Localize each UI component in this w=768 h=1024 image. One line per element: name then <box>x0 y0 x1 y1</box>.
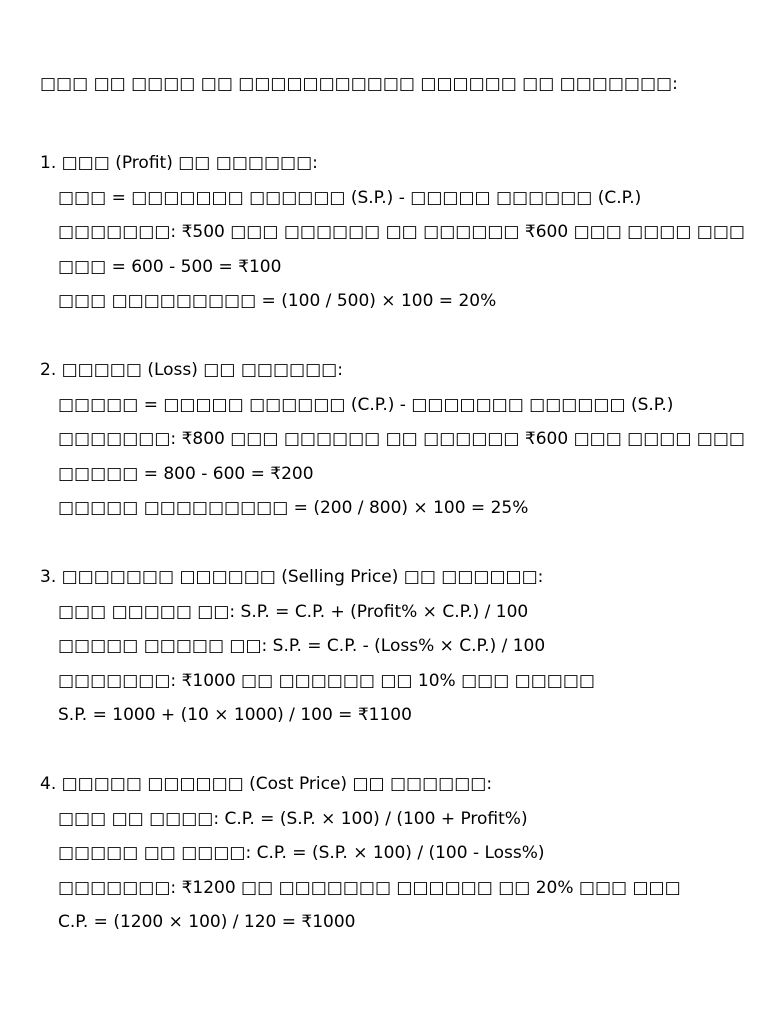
formula-line: □□□□□ □□ □□□□: C.P. = (S.P. × 100) / (100 - Loss%) <box>58 843 545 863</box>
calculation-line: □□□ = 600 - 500 = ₹100 <box>58 256 282 277</box>
example-line: □□□□□□□: ₹500 □□□ □□□□□□ □□ □□□□□□ ₹600 □□□ □□□□ □□□ <box>58 222 745 242</box>
calculation-line: C.P. = (1200 × 100) / 120 = ₹1000 <box>58 912 356 932</box>
section-selling-price <box>40 567 740 725</box>
section-heading: 2. □□□□□ (Loss) □□ □□□□□□: <box>40 360 343 380</box>
formula-line: □□□□□ □□□□□ □□: S.P. = C.P. - (Loss% × C.P.) / 100 <box>58 636 546 656</box>
section-profit <box>40 153 745 311</box>
formula-line: □□□ = □□□□□□□ □□□□□□ (S.P.) - □□□□□ □□□□□□ (C.P.) <box>58 187 642 208</box>
percentage-line: □□□ □□□□□□□□□ = (100 / 500) × 100 = 20% <box>58 291 497 311</box>
section-cost-price <box>40 774 740 932</box>
section-loss <box>40 360 745 518</box>
calculation-line: □□□□□ = 800 - 600 = ₹200 <box>58 463 314 484</box>
document-body <box>40 74 745 981</box>
formula-line: □□□□□ = □□□□□ □□□□□□ (C.P.) - □□□□□□□ □□□□□□ (S.P.) <box>58 394 674 415</box>
formula-line: □□□ □□ □□□□: C.P. = (S.P. × 100) / (100 + Profit%) <box>58 808 528 829</box>
section-heading: 4. □□□□□ □□□□□□ (Cost Price) □□ □□□□□□: <box>40 774 493 794</box>
example-line: □□□□□□□: ₹1200 □□ □□□□□□□ □□□□□□ □□ 20% □□□ □□□ <box>58 877 681 898</box>
example-line: □□□□□□□: ₹800 □□□ □□□□□□ □□ □□□□□□ ₹600 □□□ □□□□ □□□ <box>58 429 745 449</box>
calculation-line: S.P. = 1000 + (10 × 1000) / 100 = ₹1100 <box>58 705 412 725</box>
section-heading: 3. □□□□□□□ □□□□□□ (Selling Price) □□ □□□□□□: <box>40 567 544 587</box>
formula-line: □□□ □□□□□ □□: S.P. = C.P. + (Profit% × C.P.) / 100 <box>58 601 529 622</box>
example-line: □□□□□□□: ₹1000 □□ □□□□□□ □□ 10% □□□ □□□□□ <box>58 670 595 691</box>
intro-line: □□□ □□ □□□□ □□ □□□□□□□□□□□ □□□□□□ □□ □□□□□□□: <box>40 74 678 94</box>
percentage-line: □□□□□ □□□□□□□□□ = (200 / 800) × 100 = 25% <box>58 498 529 518</box>
section-heading: 1. □□□ (Profit) □□ □□□□□□: <box>40 153 318 173</box>
